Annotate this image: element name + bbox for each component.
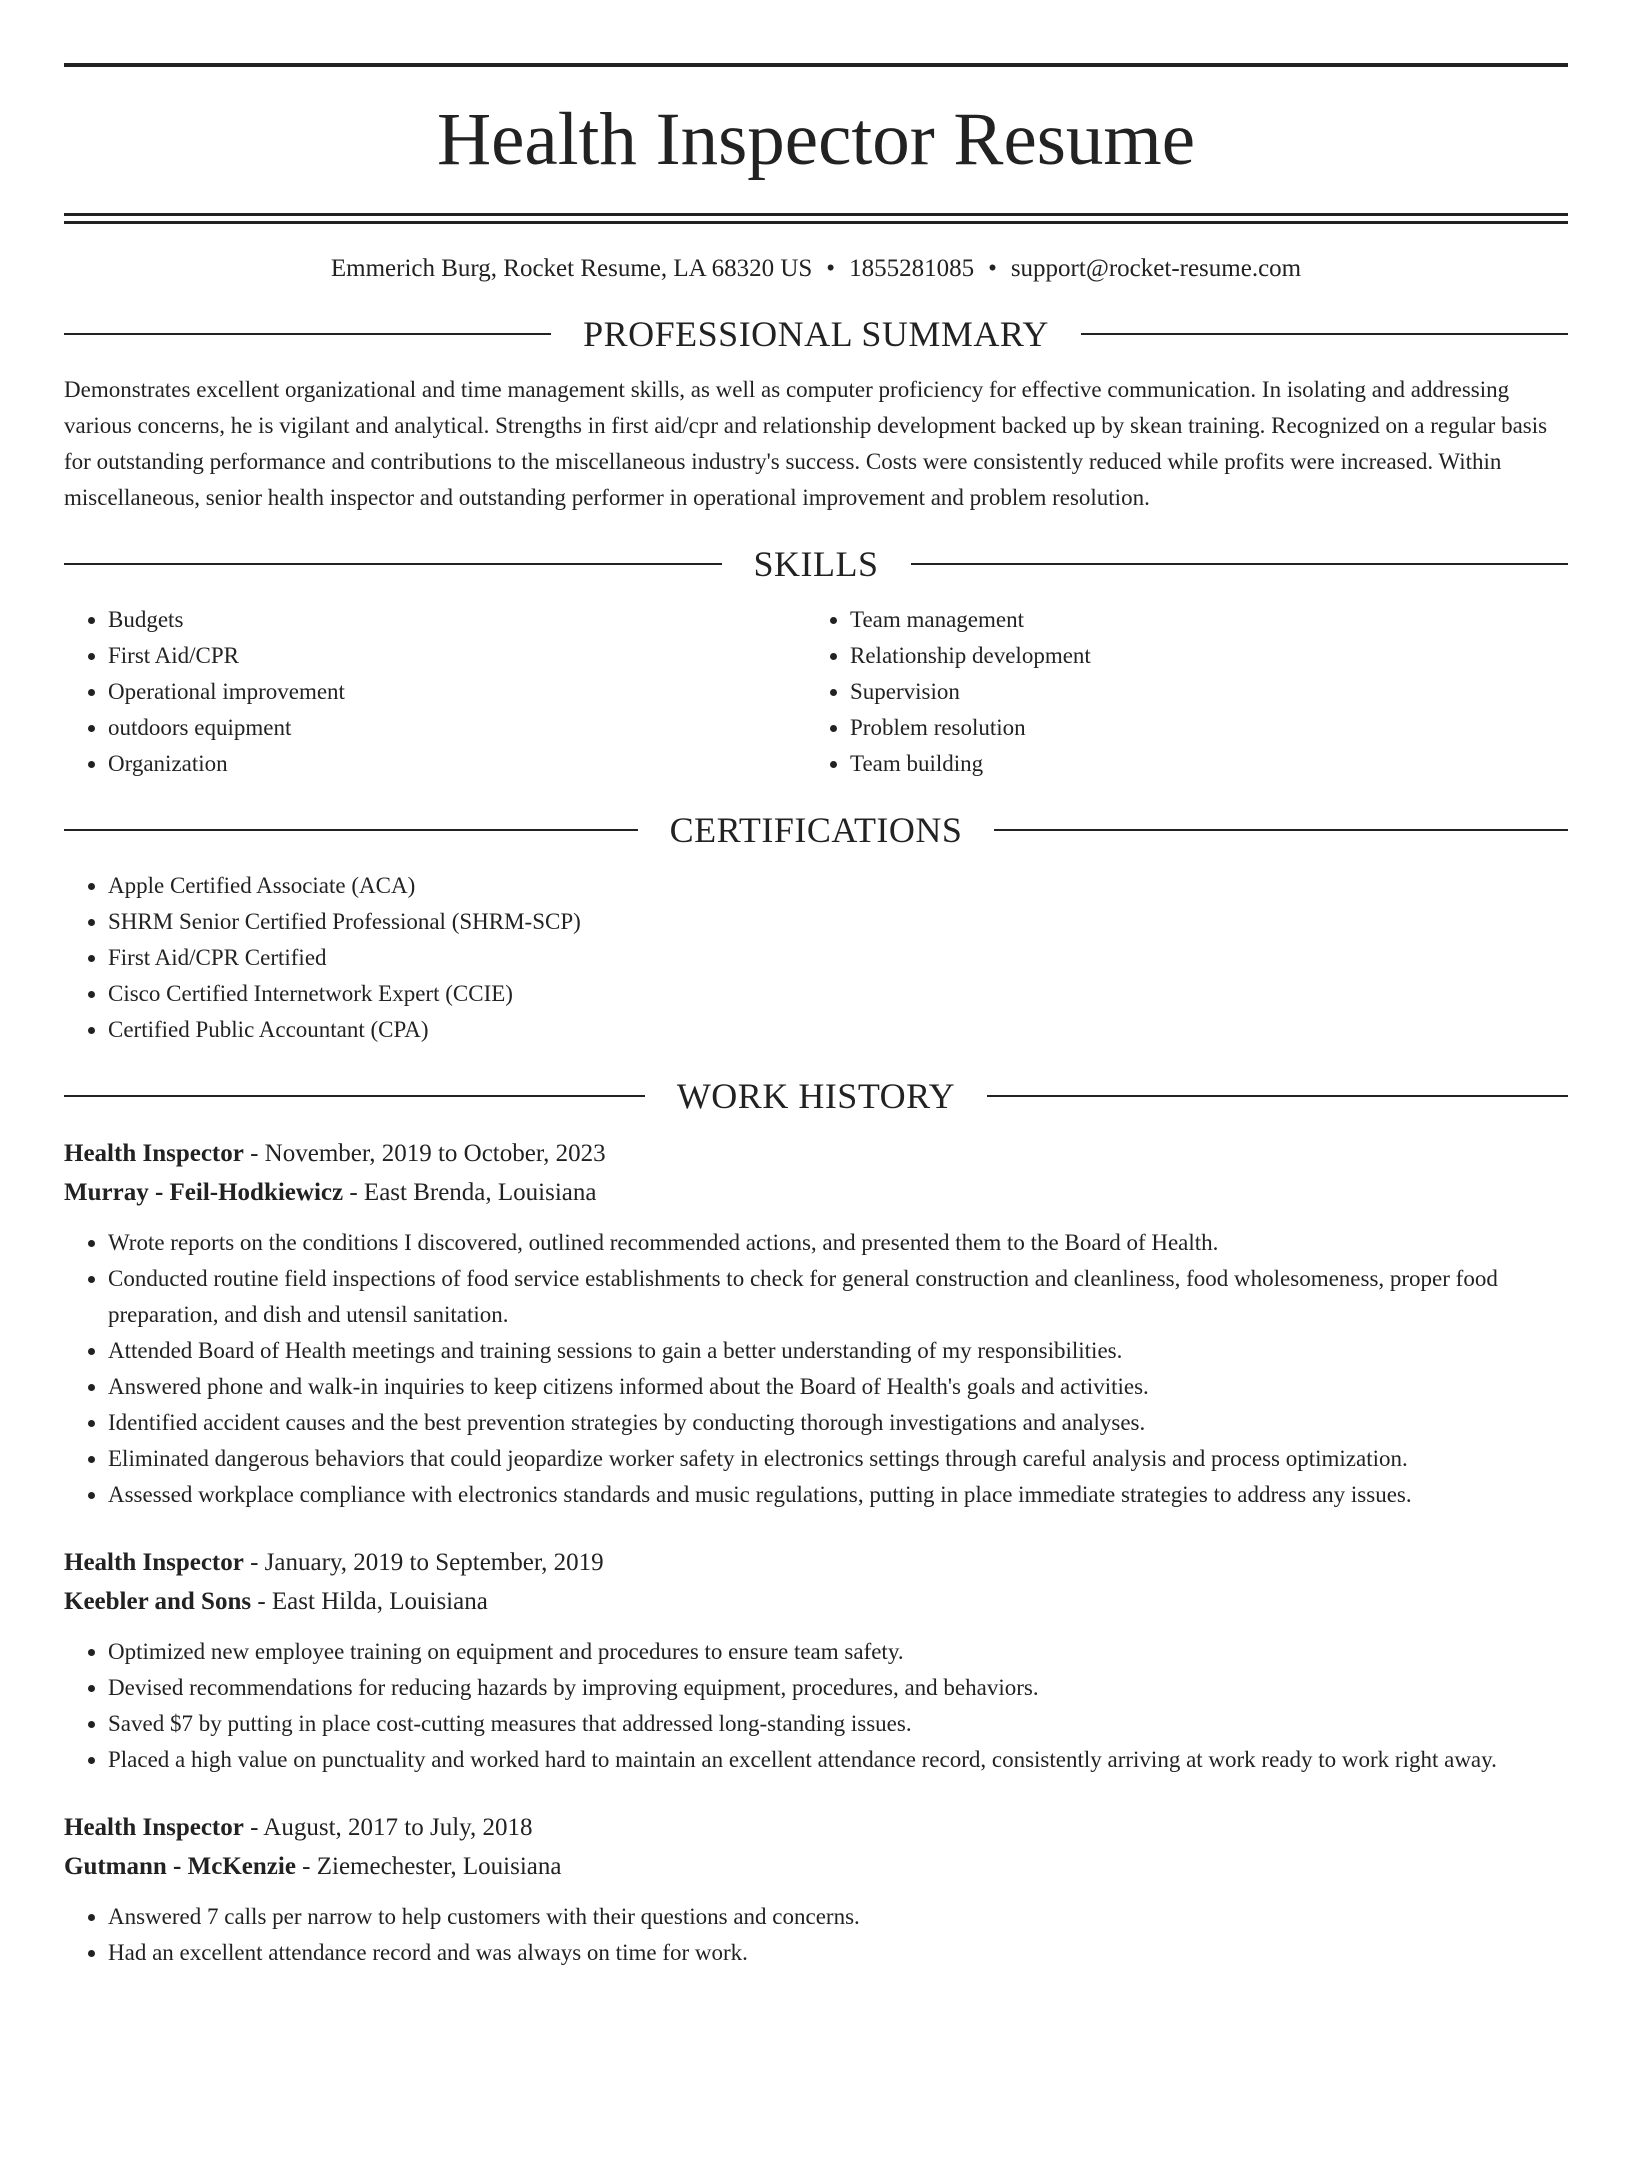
job-location: - East Hilda, Louisiana bbox=[251, 1588, 488, 1615]
job-role: Health Inspector bbox=[64, 1140, 244, 1167]
job-company: Murray - Feil-Hodkiewicz bbox=[64, 1179, 344, 1206]
skills-list bbox=[64, 602, 1568, 782]
job-duty-item: • Answered phone and walk-in inquiries to keep citizens informed about the Board of Health's goals and activities. bbox=[108, 1369, 1568, 1405]
certifications-heading: CERTIFICATIONS bbox=[669, 810, 963, 850]
section-divider bbox=[64, 829, 638, 831]
job-dates: - November, 2019 to October, 2023 bbox=[243, 1140, 606, 1167]
skill-item: • outdoors equipment bbox=[108, 710, 806, 746]
job-company: Gutmann - McKenzie bbox=[64, 1853, 296, 1880]
summary-heading: PROFESSIONAL SUMMARY bbox=[583, 314, 1049, 354]
contact-phone: 1855281085 bbox=[849, 255, 975, 282]
job-dates: - August, 2017 to July, 2018 bbox=[243, 1814, 533, 1841]
job-entry bbox=[64, 1543, 1568, 1778]
top-rule bbox=[64, 63, 1568, 67]
job-company-line bbox=[64, 1173, 1568, 1212]
certification-item: • SHRM Senior Certified Professional (SHRM-SCP) bbox=[108, 904, 1568, 940]
skill-item: • Budgets bbox=[108, 602, 806, 638]
job-role: Health Inspector bbox=[64, 1814, 244, 1841]
certification-item: • Certified Public Accountant (CPA) bbox=[108, 1012, 1568, 1048]
contact-email: support@rocket-resume.com bbox=[1010, 255, 1302, 282]
skills-heading: SKILLS bbox=[753, 544, 879, 584]
job-duty-item: • Identified accident causes and the best prevention strategies by conducting thorough investigations and analyses. bbox=[108, 1405, 1568, 1441]
certifications-section-header bbox=[64, 806, 1568, 854]
contact-line bbox=[64, 252, 1568, 286]
job-role: Health Inspector bbox=[64, 1549, 244, 1576]
job-duty-item: • Conducted routine field inspections of food service establishments to check for general construction and cleanliness, food wholesomeness, proper food preparation, and dish and utensil sanitation. bbox=[108, 1261, 1568, 1333]
job-location: - East Brenda, Louisiana bbox=[343, 1179, 597, 1206]
job-duties-list bbox=[64, 1899, 1568, 1971]
contact-separator: • bbox=[826, 255, 836, 282]
job-duty-item: • Optimized new employee training on equipment and procedures to ensure team safety. bbox=[108, 1634, 1568, 1670]
job-dates: - January, 2019 to September, 2019 bbox=[243, 1549, 604, 1576]
section-divider bbox=[64, 1095, 645, 1097]
job-location: - Ziemechester, Louisiana bbox=[295, 1853, 562, 1880]
contact-separator: • bbox=[988, 255, 997, 282]
skill-item: • Problem resolution bbox=[850, 710, 1548, 746]
skill-item: • Team management bbox=[850, 602, 1548, 638]
job-company: Keebler and Sons bbox=[64, 1588, 252, 1615]
certifications-list bbox=[64, 868, 1568, 1048]
resume-title: Health Inspector Resume bbox=[436, 98, 1196, 181]
skill-item: • Relationship development bbox=[850, 638, 1548, 674]
resume-page bbox=[0, 63, 1632, 2175]
certification-item: • First Aid/CPR Certified bbox=[108, 940, 1568, 976]
summary-section-header bbox=[64, 310, 1568, 358]
section-divider bbox=[64, 333, 551, 335]
skill-item: • Operational improvement bbox=[108, 674, 806, 710]
contact-address: Emmerich Burg, Rocket Resume, LA 68320 US bbox=[330, 255, 813, 282]
job-entry bbox=[64, 1134, 1568, 1513]
section-divider bbox=[994, 829, 1568, 831]
section-divider bbox=[987, 1095, 1568, 1097]
section-divider bbox=[911, 563, 1569, 565]
job-title-line bbox=[64, 1134, 1568, 1173]
job-duty-item: • Eliminated dangerous behaviors that could jeopardize worker safety in electronics settings through careful analysis and process optimization. bbox=[108, 1441, 1568, 1477]
job-company-line bbox=[64, 1582, 1568, 1621]
job-duty-item: • Attended Board of Health meetings and training sessions to gain a better understanding of my responsibilities. bbox=[108, 1333, 1568, 1369]
job-duties-list bbox=[64, 1634, 1568, 1778]
job-title-line bbox=[64, 1808, 1568, 1847]
job-duty-item: • Answered 7 calls per narrow to help customers with their questions and concerns. bbox=[108, 1899, 1568, 1935]
job-duty-item: • Devised recommendations for reducing hazards by improving equipment, procedures, and behaviors. bbox=[108, 1670, 1568, 1706]
job-company-line bbox=[64, 1847, 1568, 1886]
title-double-rule bbox=[64, 213, 1568, 224]
job-duty-item: • Placed a high value on punctuality and worked hard to maintain an excellent attendance record, consistently arriving at work ready to work right away. bbox=[108, 1742, 1568, 1778]
skills-column-right bbox=[806, 602, 1548, 782]
skill-item: • Organization bbox=[108, 746, 806, 782]
job-duty-item: • Assessed workplace compliance with electronics standards and music regulations, putting in place immediate strategies to address any issues. bbox=[108, 1477, 1568, 1513]
certification-item: • Apple Certified Associate (ACA) bbox=[108, 868, 1568, 904]
summary-text: Demonstrates excellent organizational and time management skills, as well as computer proficiency for effective communication. In isolating and addressing various concerns, he is vigilant and analytical. Strengths in first aid/cpr and relationship development backed up by skean training. Recognized on a regular basis for outstanding performance and contributions to the miscellaneous industry's success. Costs were consistently reduced while profits were increased. Within miscellaneous, senior health inspector and outstanding performer in operational improvement and problem resolution. bbox=[64, 377, 1548, 510]
skills-column-left bbox=[64, 602, 806, 782]
work-history-section-header bbox=[64, 1072, 1568, 1120]
skill-item: • First Aid/CPR bbox=[108, 638, 806, 674]
skill-item: • Supervision bbox=[850, 674, 1548, 710]
skill-item: • Team building bbox=[850, 746, 1548, 782]
job-duty-item: • Saved $7 by putting in place cost-cutting measures that addressed long-standing issues. bbox=[108, 1706, 1568, 1742]
job-entry bbox=[64, 1808, 1568, 1971]
section-divider bbox=[1081, 333, 1568, 335]
job-duty-item: • Wrote reports on the conditions I discovered, outlined recommended actions, and presented them to the Board of Health. bbox=[108, 1225, 1568, 1261]
skills-section-header bbox=[64, 540, 1568, 588]
work-history-heading: WORK HISTORY bbox=[676, 1076, 956, 1116]
section-divider bbox=[64, 563, 722, 565]
job-duties-list bbox=[64, 1225, 1568, 1513]
certification-item: • Cisco Certified Internetwork Expert (CCIE) bbox=[108, 976, 1568, 1012]
job-title-line bbox=[64, 1543, 1568, 1582]
job-duty-item: • Had an excellent attendance record and was always on time for work. bbox=[108, 1935, 1568, 1971]
